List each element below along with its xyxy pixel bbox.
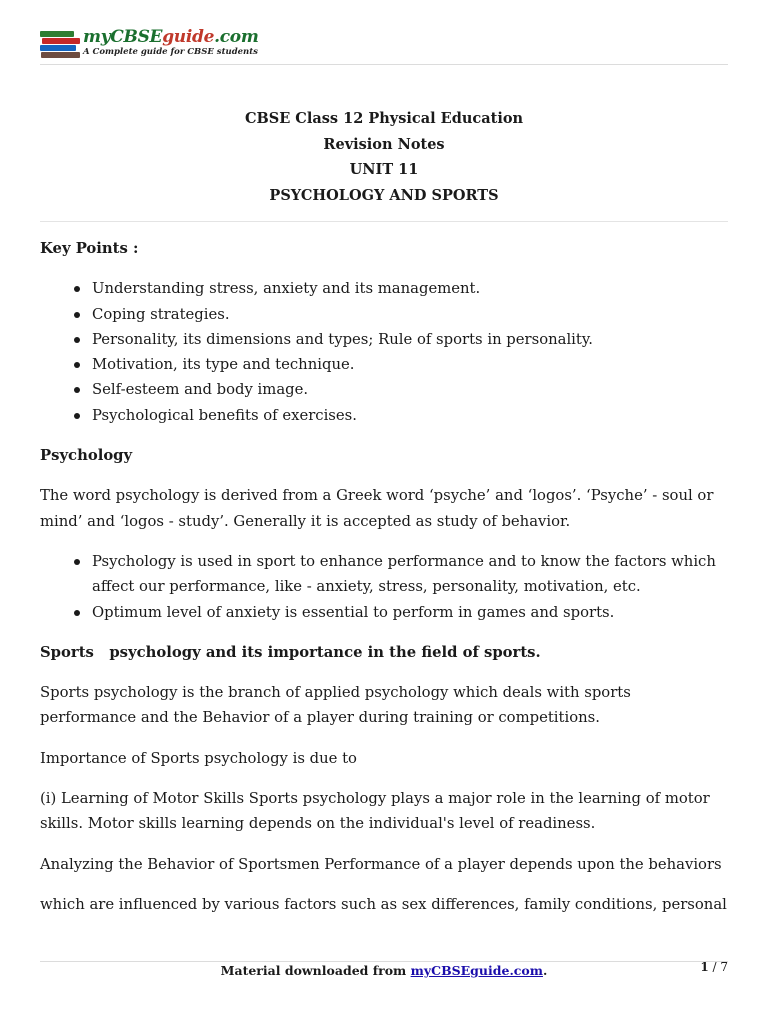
paragraph: Sports psychology is the branch of applied psychology which deals with sports performance and the Behavior of a player during training or competitions. xyxy=(40,684,631,727)
footer-link[interactable]: myCBSEguide.com xyxy=(410,963,543,978)
title-line: Revision Notes xyxy=(323,135,445,153)
psychology-heading: Psychology xyxy=(40,447,133,465)
list-item: Psychological benefits of exercises. xyxy=(92,403,728,428)
logo-text xyxy=(83,29,259,57)
page-separator: / xyxy=(708,960,721,974)
brand-guide: guide xyxy=(162,27,215,48)
brand-prefix: my xyxy=(83,27,111,48)
list-item: Coping strategies. xyxy=(92,302,728,327)
paragraph: which are influenced by various factors such as sex differences, family conditions, personal xyxy=(40,895,727,913)
paragraph: Analyzing the Behavior of Sportsmen Performance of a player depends upon the behaviors xyxy=(40,855,722,873)
document-title xyxy=(40,106,728,208)
book-icon xyxy=(42,38,80,44)
list-item: Optimum level of anxiety is essential to perform in games and sports. xyxy=(92,600,728,625)
footer-period: . xyxy=(542,963,548,978)
list-item: Self-esteem and body image. xyxy=(92,377,728,402)
list-item: Personality, its dimensions and types; Rule of sports in personality. xyxy=(92,327,728,352)
list-item: Psychology is used in sport to enhance performance and to know the factors which affect our performance, like - anxiety, stress, personality, motivation, etc. xyxy=(92,549,728,600)
paragraph: Importance of Sports psychology is due to xyxy=(40,749,357,767)
sports-psychology-heading: Sports psychology and its importance in the field of sports. xyxy=(40,643,541,661)
list-item: Motivation, its type and technique. xyxy=(92,352,728,377)
title-line: PSYCHOLOGY AND SPORTS xyxy=(269,186,499,204)
key-points-heading: Key Points : xyxy=(40,240,139,257)
psychology-list xyxy=(40,549,728,625)
page-header xyxy=(40,24,728,65)
books-logo-icon xyxy=(40,28,80,58)
list-item: Understanding stress, anxiety and its management. xyxy=(92,276,728,301)
book-icon xyxy=(40,31,74,37)
book-icon xyxy=(41,52,80,58)
document-body xyxy=(40,236,728,932)
brand-suffix: .com xyxy=(214,27,259,48)
site-logo[interactable] xyxy=(40,26,259,60)
paragraph: (i) Learning of Motor Skills Sports psychology plays a major role in the learning of motor skills. Motor skills learning depends on the individual's level of readiness. xyxy=(40,790,710,833)
footer-label: Material downloaded from xyxy=(220,963,411,978)
title-line: UNIT 11 xyxy=(349,161,419,178)
footer-text xyxy=(40,963,728,978)
page-number xyxy=(700,960,728,974)
key-points-list xyxy=(40,276,728,428)
page-total: 7 xyxy=(720,960,728,974)
title-line: CBSE Class 12 Physical Education xyxy=(244,110,524,127)
book-icon xyxy=(40,45,76,51)
brand-cbse: CBSE xyxy=(110,27,163,48)
page-footer xyxy=(40,962,728,986)
paragraph: The word psychology is derived from a Greek word ‘psyche’ and ‘logos’. ‘Psyche’ - soul or mind’ and ‘logos - study’. Generally it is accepted as study of behavior. xyxy=(40,487,714,530)
brand-name xyxy=(83,29,259,46)
divider xyxy=(40,221,728,222)
page-current: 1 xyxy=(700,960,709,974)
brand-tagline: A Complete guide for CBSE students xyxy=(83,47,258,58)
